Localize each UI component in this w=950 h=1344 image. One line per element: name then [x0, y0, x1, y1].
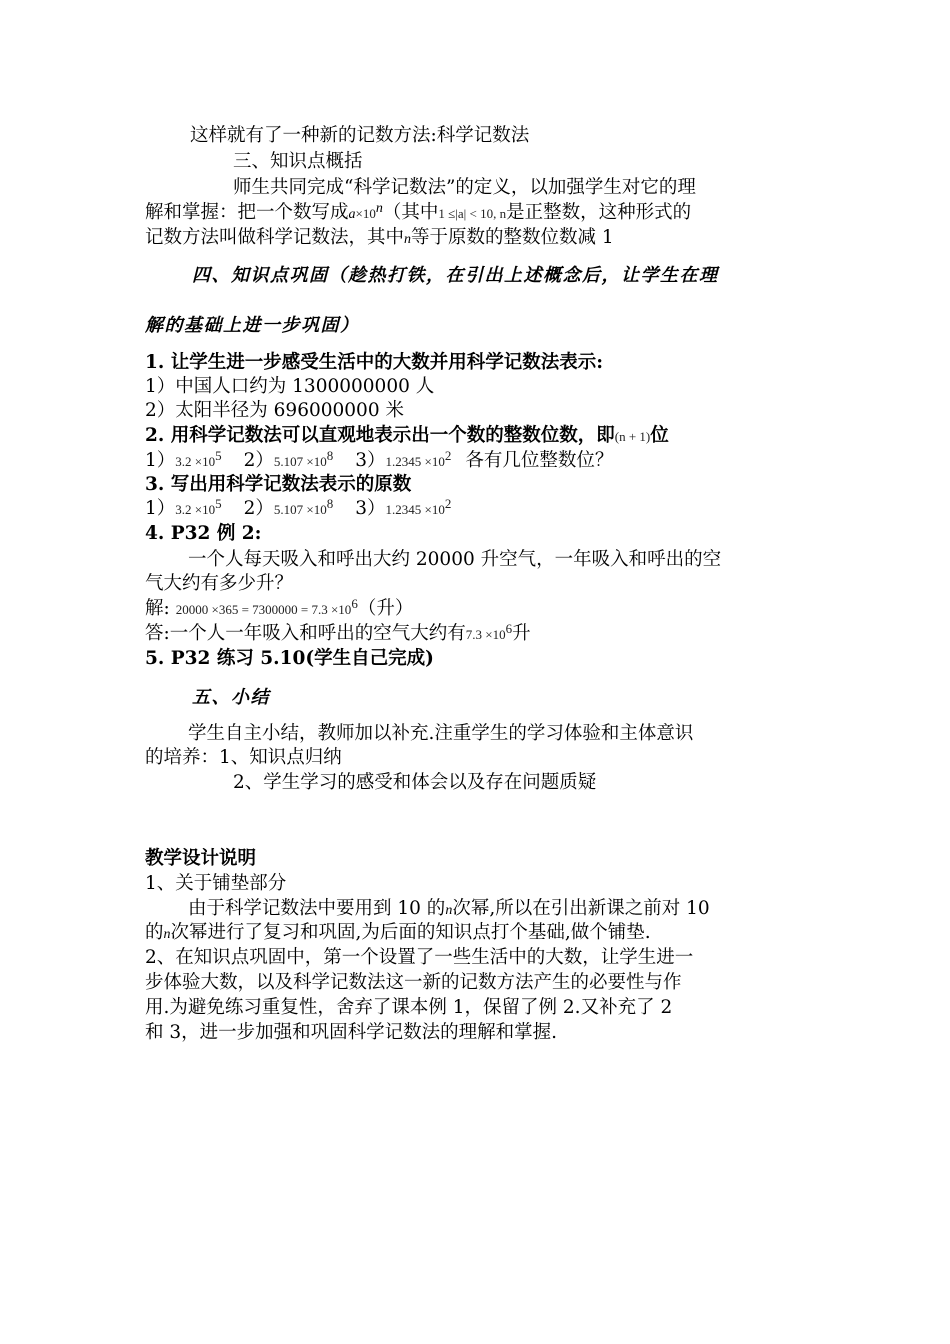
design-notes-item-2: 2、在知识点巩固中，第一个设置了一些生活中的大数，让学生进一: [145, 947, 694, 968]
question-3-items: $1)3.2 \times 10^5$ $2)5.107 \times 10^8$ $3)1.2345 \times 10^2$: [145, 496, 452, 519]
intro-line: 这样就有了一种新的记数方法:科学记数法: [190, 125, 530, 146]
summary-line-3: 2、学生学习的感受和体会以及存在问题质疑: [233, 772, 597, 793]
question-4-text-1: 一个人每天吸入和呼出大约 20000 升空气，一年吸入和呼出的空: [188, 549, 722, 570]
section-4-heading: 四、知识点巩固（趁热打铁，在引出上述概念后，让学生在理: [192, 265, 719, 286]
question-1-item-2: 2）太阳半径为 696000000 米: [145, 400, 404, 421]
solution-line: 解: $20000 \times 365 = 7300000 = 7.3 \times 10^6$（升）: [145, 596, 414, 619]
question-4: 4. P32 例 2:: [145, 523, 262, 544]
section-5-heading: 五、小结: [192, 687, 270, 708]
question-1-item-1: 1）中国人口约为 1300000000 人: [145, 376, 435, 397]
design-notes-text-3: 步体验大数，以及科学记数法这一新的记数方法产生的必要性与作: [145, 972, 682, 993]
answer-line: 答:一个人一年吸入和呼出的空气大约有$7.3 \times 10^6$升: [145, 621, 531, 644]
question-1: 1. 让学生进一步感受生活中的大数并用科学记数法表示:: [145, 352, 604, 373]
design-notes-item-1: 1、关于铺垫部分: [145, 873, 287, 894]
design-notes-text-5: 和 3，进一步加强和巩固科学记数法的理解和掌握.: [145, 1022, 558, 1043]
summary-line-2: 的培养：1、知识点归纳: [145, 747, 342, 768]
definition-line-1: 师生共同完成“科学记数法”的定义，以加强学生对它的理: [233, 177, 696, 198]
design-notes-text-2: 的n次幂进行了复习和巩固,为后面的知识点打个基础,做个铺垫.: [145, 922, 651, 943]
question-5: 5. P32 练习 5.10(学生自己完成): [145, 648, 434, 669]
question-4-text-2: 气大约有多少升？: [145, 573, 294, 594]
design-notes-text-1: 由于科学记数法中要用到 10 的n次幂,所以在引出新课之前对 10: [188, 898, 710, 919]
section-3-heading: 三、知识点概括: [233, 151, 363, 172]
summary-line-1: 学生自主小结，教师加以补充.注重学生的学习体验和主体意识: [188, 723, 694, 744]
question-2-items: $1)3.2 \times 10^5$ $2)5.107 \times 10^8$ $3)1.2345 \times 10^2$ 各有几位整数位？: [145, 448, 614, 471]
question-3: 3. 写出用科学记数法表示的原数: [145, 474, 412, 495]
design-notes-text-4: 用.为避免练习重复性，舍弃了课本例 1，保留了例 2.又补充了 2: [145, 997, 673, 1018]
design-notes-title: 教学设计说明: [145, 848, 257, 869]
definition-line-3: 记数方法叫做科学记数法，其中n等于原数的整数位数减 1: [145, 227, 614, 248]
section-4-heading-cont: 解的基础上进一步巩固）: [145, 315, 360, 336]
definition-line-2: 解和掌握：把一个数写成$a\times 10^n$（其中1 ≤|a| < 10, n是正整数，这种形式的: [145, 201, 692, 223]
question-2: 2. 用科学记数法可以直观地表示出一个数的整数位数，即(n + 1)位: [145, 425, 669, 446]
